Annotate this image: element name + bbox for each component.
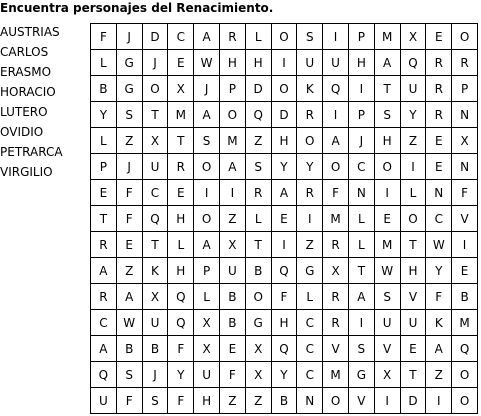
grid-cell[interactable]: R	[452, 50, 478, 76]
grid-cell[interactable]: X	[400, 24, 426, 50]
grid-cell[interactable]: M	[323, 206, 349, 232]
grid-cell[interactable]: S	[374, 102, 400, 128]
grid-cell[interactable]: F	[116, 180, 142, 206]
grid-cell[interactable]: R	[323, 232, 349, 258]
grid-cell[interactable]: U	[374, 310, 400, 336]
grid-cell[interactable]: U	[194, 362, 220, 388]
grid-cell[interactable]: N	[426, 180, 452, 206]
grid-cell[interactable]: Q	[142, 206, 168, 232]
letter-grid	[90, 23, 478, 414]
grid-cell[interactable]: L	[400, 180, 426, 206]
grid-cell[interactable]: N	[452, 154, 478, 180]
grid-cell[interactable]: X	[194, 310, 220, 336]
grid-cell[interactable]: R	[426, 102, 452, 128]
grid-cell[interactable]: A	[348, 284, 374, 310]
grid-cell[interactable]: Y	[168, 362, 194, 388]
grid-cell[interactable]: T	[374, 76, 400, 102]
grid-cell[interactable]: Q	[245, 102, 271, 128]
grid-cell[interactable]: P	[194, 258, 220, 284]
grid-cell[interactable]: H	[348, 50, 374, 76]
grid-cell[interactable]: F	[219, 362, 245, 388]
grid-cell[interactable]: X	[219, 232, 245, 258]
grid-cell[interactable]: E	[400, 336, 426, 362]
grid-cell[interactable]: E	[168, 180, 194, 206]
grid-cell[interactable]: L	[297, 284, 323, 310]
grid-cell[interactable]: Q	[271, 336, 297, 362]
grid-cell[interactable]: I	[374, 388, 400, 414]
grid-cell[interactable]: B	[452, 284, 478, 310]
grid-cell[interactable]: Y	[297, 154, 323, 180]
grid-cell[interactable]: I	[271, 50, 297, 76]
grid-cell[interactable]: D	[271, 102, 297, 128]
grid-cell[interactable]: Q	[91, 362, 117, 388]
grid-cell[interactable]: R	[91, 232, 117, 258]
grid-cell[interactable]: J	[142, 362, 168, 388]
grid-cell[interactable]: Y	[400, 102, 426, 128]
grid-cell[interactable]: O	[323, 154, 349, 180]
grid-cell[interactable]: Q	[168, 310, 194, 336]
grid-cell[interactable]: O	[271, 24, 297, 50]
grid-cell[interactable]: F	[91, 24, 117, 50]
grid-cell[interactable]: V	[323, 336, 349, 362]
grid-cell[interactable]: U	[400, 76, 426, 102]
grid-row	[91, 362, 478, 388]
grid-cell[interactable]: B	[271, 388, 297, 414]
grid-cell[interactable]: B	[219, 284, 245, 310]
grid-cell[interactable]: X	[142, 284, 168, 310]
grid-cell[interactable]: T	[245, 232, 271, 258]
grid-cell[interactable]: T	[168, 128, 194, 154]
word-item: HORACIO	[0, 85, 56, 99]
grid-cell[interactable]: O	[400, 206, 426, 232]
grid-cell[interactable]: I	[323, 102, 349, 128]
grid-cell[interactable]: Q	[323, 76, 349, 102]
grid-cell[interactable]: M	[452, 310, 478, 336]
grid-cell[interactable]: H	[400, 258, 426, 284]
grid-cell[interactable]: H	[374, 128, 400, 154]
grid-cell[interactable]: M	[374, 24, 400, 50]
grid-cell[interactable]: H	[245, 50, 271, 76]
grid-cell[interactable]: S	[348, 336, 374, 362]
grid-cell[interactable]: A	[271, 180, 297, 206]
grid-cell[interactable]: U	[142, 310, 168, 336]
grid-cell[interactable]: A	[91, 336, 117, 362]
grid-cell[interactable]: Q	[400, 50, 426, 76]
grid-cell[interactable]: A	[91, 258, 117, 284]
grid-row	[91, 154, 478, 180]
grid-cell[interactable]: H	[271, 310, 297, 336]
grid-cell[interactable]: I	[452, 232, 478, 258]
page-title: Encuentra personajes del Renacimiento.	[0, 1, 274, 15]
grid-cell[interactable]: V	[374, 336, 400, 362]
grid-cell[interactable]: R	[168, 154, 194, 180]
grid-cell[interactable]: E	[219, 336, 245, 362]
grid-cell[interactable]: E	[374, 206, 400, 232]
grid-cell[interactable]: I	[426, 388, 452, 414]
grid-cell[interactable]: A	[374, 50, 400, 76]
grid-cell[interactable]: O	[194, 206, 220, 232]
grid-cell[interactable]: R	[426, 76, 452, 102]
grid-cell[interactable]: U	[400, 310, 426, 336]
word-item: VIRGILIO	[0, 165, 53, 179]
grid-cell[interactable]: E	[426, 24, 452, 50]
grid-cell[interactable]: L	[194, 284, 220, 310]
grid-row	[91, 232, 478, 258]
grid-cell[interactable]: A	[194, 232, 220, 258]
grid-cell[interactable]: A	[194, 24, 220, 50]
grid-cell[interactable]: G	[116, 76, 142, 102]
grid-cell[interactable]: L	[348, 232, 374, 258]
grid-cell[interactable]: F	[323, 180, 349, 206]
grid-cell[interactable]: K	[297, 76, 323, 102]
grid-cell[interactable]: I	[219, 180, 245, 206]
grid-cell[interactable]: I	[297, 206, 323, 232]
grid-cell[interactable]: O	[297, 128, 323, 154]
grid-cell[interactable]: P	[91, 154, 117, 180]
grid-cell[interactable]: C	[168, 24, 194, 50]
grid-cell[interactable]: O	[323, 388, 349, 414]
grid-cell[interactable]: B	[219, 310, 245, 336]
grid-cell[interactable]: P	[452, 76, 478, 102]
grid-cell[interactable]: C	[142, 180, 168, 206]
grid-cell[interactable]: J	[142, 50, 168, 76]
grid-cell[interactable]: F	[271, 284, 297, 310]
grid-cell[interactable]: G	[116, 50, 142, 76]
grid-cell[interactable]: T	[348, 258, 374, 284]
grid-cell[interactable]: I	[194, 180, 220, 206]
grid-cell[interactable]: E	[426, 128, 452, 154]
grid-cell[interactable]: V	[452, 206, 478, 232]
grid-cell[interactable]: T	[142, 232, 168, 258]
grid-row	[91, 180, 478, 206]
grid-cell[interactable]: U	[91, 388, 117, 414]
grid-cell[interactable]: G	[245, 310, 271, 336]
grid-cell[interactable]: X	[452, 128, 478, 154]
grid-cell[interactable]: U	[297, 50, 323, 76]
grid-cell[interactable]: O	[142, 76, 168, 102]
grid-cell[interactable]: Y	[271, 362, 297, 388]
grid-cell[interactable]: C	[297, 310, 323, 336]
grid-cell[interactable]: I	[374, 180, 400, 206]
grid-cell[interactable]: F	[116, 206, 142, 232]
grid-cell[interactable]: J	[116, 24, 142, 50]
grid-cell[interactable]: S	[116, 102, 142, 128]
grid-cell[interactable]: G	[297, 258, 323, 284]
grid-cell[interactable]: O	[374, 154, 400, 180]
grid-cell[interactable]: H	[194, 388, 220, 414]
grid-cell[interactable]: X	[168, 76, 194, 102]
grid-cell[interactable]: B	[245, 258, 271, 284]
grid-cell[interactable]: F	[426, 284, 452, 310]
grid-row	[91, 388, 478, 414]
grid-cell[interactable]: Z	[116, 128, 142, 154]
grid-cell[interactable]: T	[400, 362, 426, 388]
grid-cell[interactable]: J	[116, 154, 142, 180]
grid-cell[interactable]: A	[426, 336, 452, 362]
grid-cell[interactable]: O	[452, 388, 478, 414]
grid-cell[interactable]: L	[91, 50, 117, 76]
grid-cell[interactable]: Y	[426, 258, 452, 284]
grid-row	[91, 128, 478, 154]
grid-cell[interactable]: D	[400, 388, 426, 414]
grid-cell[interactable]: S	[194, 128, 220, 154]
grid-cell[interactable]: T	[91, 206, 117, 232]
grid-cell[interactable]: E	[426, 154, 452, 180]
grid-cell[interactable]: J	[194, 76, 220, 102]
grid-row	[91, 284, 478, 310]
grid-cell[interactable]: E	[116, 232, 142, 258]
grid-row	[91, 50, 478, 76]
grid-cell[interactable]: H	[168, 206, 194, 232]
grid-cell[interactable]: Z	[400, 128, 426, 154]
word-item: CARLOS	[0, 45, 49, 59]
grid-cell[interactable]: Y	[91, 102, 117, 128]
grid-cell[interactable]: I	[348, 76, 374, 102]
grid-cell[interactable]: H	[168, 258, 194, 284]
grid-cell[interactable]: M	[374, 232, 400, 258]
grid-cell[interactable]: D	[245, 76, 271, 102]
grid-cell[interactable]: S	[142, 388, 168, 414]
grid-cell[interactable]: W	[426, 232, 452, 258]
grid-cell[interactable]: Z	[245, 128, 271, 154]
grid-cell[interactable]: E	[91, 180, 117, 206]
grid-cell[interactable]: F	[168, 336, 194, 362]
grid-cell[interactable]: X	[245, 362, 271, 388]
word-item: ERASMO	[0, 65, 52, 79]
grid-cell[interactable]: M	[323, 362, 349, 388]
grid-cell[interactable]: E	[452, 258, 478, 284]
grid-cell[interactable]: O	[271, 76, 297, 102]
grid-cell[interactable]: L	[245, 206, 271, 232]
grid-row	[91, 310, 478, 336]
grid-cell[interactable]: R	[323, 310, 349, 336]
grid-cell[interactable]: H	[219, 50, 245, 76]
grid-cell[interactable]: Q	[271, 258, 297, 284]
grid-cell[interactable]: B	[142, 336, 168, 362]
grid-cell[interactable]: P	[348, 24, 374, 50]
grid-cell[interactable]: R	[245, 180, 271, 206]
grid-cell[interactable]: A	[116, 284, 142, 310]
grid-row	[91, 24, 478, 50]
grid-cell[interactable]: R	[297, 102, 323, 128]
grid-cell[interactable]: R	[297, 180, 323, 206]
grid-cell[interactable]: Z	[219, 388, 245, 414]
grid-cell[interactable]: O	[245, 284, 271, 310]
grid-cell[interactable]: A	[323, 128, 349, 154]
grid-cell[interactable]: Z	[245, 388, 271, 414]
grid-cell[interactable]: K	[142, 258, 168, 284]
grid-cell[interactable]: L	[168, 232, 194, 258]
grid-cell[interactable]: C	[426, 206, 452, 232]
grid-cell[interactable]: P	[348, 102, 374, 128]
grid-cell[interactable]: F	[452, 180, 478, 206]
grid-cell[interactable]: M	[219, 128, 245, 154]
grid-cell[interactable]: X	[194, 336, 220, 362]
grid-cell[interactable]: L	[245, 24, 271, 50]
grid-cell[interactable]: E	[271, 206, 297, 232]
grid-cell[interactable]: S	[116, 362, 142, 388]
grid-cell[interactable]: U	[219, 258, 245, 284]
grid-cell[interactable]: R	[219, 24, 245, 50]
grid-cell[interactable]: O	[452, 362, 478, 388]
grid-cell[interactable]: C	[348, 154, 374, 180]
grid-cell[interactable]: Z	[426, 362, 452, 388]
grid-cell[interactable]: Q	[168, 284, 194, 310]
grid-cell[interactable]: D	[142, 24, 168, 50]
grid-cell[interactable]: O	[194, 154, 220, 180]
word-item: PETRARCA	[0, 145, 63, 159]
grid-cell[interactable]: C	[297, 336, 323, 362]
grid-cell[interactable]: Z	[219, 206, 245, 232]
grid-cell[interactable]: X	[374, 362, 400, 388]
grid-cell[interactable]: L	[91, 128, 117, 154]
grid-cell[interactable]: N	[348, 180, 374, 206]
grid-cell[interactable]: A	[194, 102, 220, 128]
grid-cell[interactable]: U	[323, 50, 349, 76]
grid-cell[interactable]: I	[348, 310, 374, 336]
grid-cell[interactable]: S	[297, 24, 323, 50]
grid-cell[interactable]: A	[219, 154, 245, 180]
grid-cell[interactable]: N	[297, 388, 323, 414]
grid-cell[interactable]: W	[374, 258, 400, 284]
grid-cell[interactable]: F	[116, 388, 142, 414]
grid-cell[interactable]: S	[374, 284, 400, 310]
grid-cell[interactable]: Z	[116, 258, 142, 284]
grid-cell[interactable]: F	[168, 388, 194, 414]
word-item: AUSTRIAS	[0, 25, 60, 39]
grid-cell[interactable]: R	[323, 284, 349, 310]
grid-cell[interactable]: U	[142, 154, 168, 180]
grid-cell[interactable]: X	[245, 336, 271, 362]
grid-cell[interactable]: P	[219, 76, 245, 102]
grid-row	[91, 258, 478, 284]
grid-cell[interactable]: Q	[452, 336, 478, 362]
grid-cell[interactable]: L	[348, 206, 374, 232]
grid-cell[interactable]: R	[91, 284, 117, 310]
grid-cell[interactable]: V	[348, 388, 374, 414]
grid-cell[interactable]: I	[400, 154, 426, 180]
grid-row	[91, 76, 478, 102]
grid-cell[interactable]: Z	[297, 232, 323, 258]
grid-cell[interactable]: J	[348, 128, 374, 154]
grid-cell[interactable]: I	[271, 232, 297, 258]
grid-cell[interactable]: S	[245, 154, 271, 180]
word-item: LUTERO	[0, 105, 48, 119]
grid-cell[interactable]: W	[194, 50, 220, 76]
grid-cell[interactable]: O	[452, 24, 478, 50]
grid-cell[interactable]: X	[323, 258, 349, 284]
grid-cell[interactable]: B	[116, 336, 142, 362]
grid-cell[interactable]: I	[323, 24, 349, 50]
grid-cell[interactable]: Y	[271, 154, 297, 180]
grid-cell[interactable]: M	[168, 102, 194, 128]
grid-cell[interactable]: R	[426, 50, 452, 76]
grid-cell[interactable]: G	[348, 362, 374, 388]
grid-cell[interactable]: B	[91, 76, 117, 102]
grid-cell[interactable]: E	[168, 50, 194, 76]
grid-cell[interactable]: N	[452, 102, 478, 128]
grid-cell[interactable]: W	[116, 310, 142, 336]
grid-row	[91, 206, 478, 232]
grid-cell[interactable]: C	[297, 362, 323, 388]
grid-cell[interactable]: T	[142, 102, 168, 128]
grid-cell[interactable]: O	[219, 102, 245, 128]
grid-row	[91, 336, 478, 362]
grid-row	[91, 102, 478, 128]
grid-cell[interactable]: T	[400, 232, 426, 258]
grid-cell[interactable]: X	[142, 128, 168, 154]
word-item: OVIDIO	[0, 125, 44, 139]
grid-cell[interactable]: C	[91, 310, 117, 336]
grid-cell[interactable]: V	[400, 284, 426, 310]
grid-cell[interactable]: K	[426, 310, 452, 336]
grid-cell[interactable]: H	[271, 128, 297, 154]
word-list	[0, 22, 63, 182]
